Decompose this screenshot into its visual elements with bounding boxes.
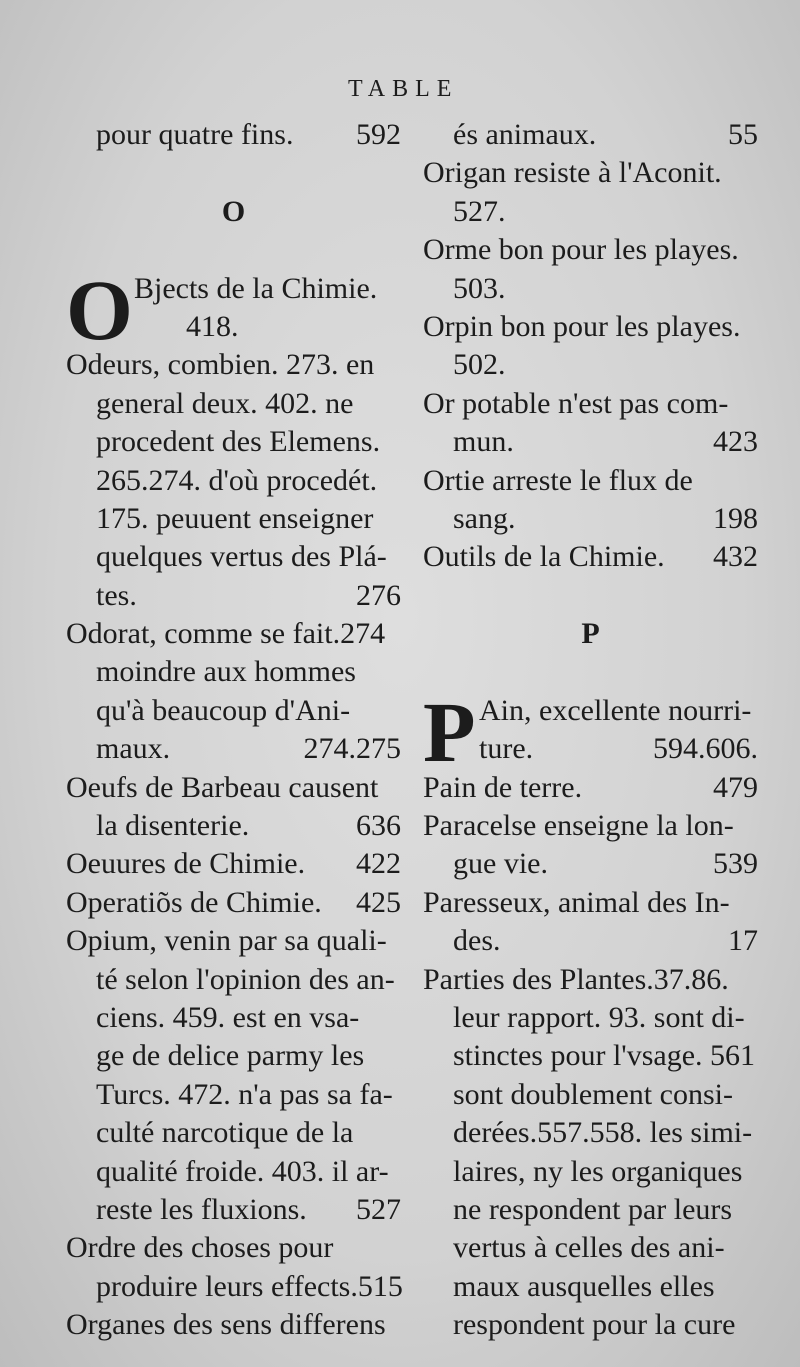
page-ref: 636 [356,809,401,843]
page-ref: 276 [356,578,401,612]
page-ref: 418. [186,309,239,343]
index-entry: Pain de terre. 479 [423,769,758,807]
page-ref: 17 [728,924,758,958]
page-ref: 432 [713,540,758,574]
index-entry: Parties des Plantes.37.86. [423,962,729,996]
page-ref: 479 [713,770,758,804]
page-ref: 594.606. [653,732,758,766]
right-column: és animaux. 55 Origan resiste à l'Aconit. 527. Orme bon pour les playes. 503. Orpin bon pour les playes. 502. Or potable n'est pas com- mun. 423 Ortie arreste le flux de sang. 198 Outils de la Chimie. 432 P P Ain, excellente nourri- ture. 594.606. Pain de terre. 479 Paracelse enseigne la lon- gue vie. 539 Paresseux, animal des In- des. 17 Parties des Plantes.37.86. leur rapport. 93. sont di- stinctes pour l'vsage. 561 sont doublement consi- derées.557.558. les simi- laires, ny les organiques ne respondent par leurs vertus à celles des ani- maux ausquelles elles respondent pour la cure [423,118,758,1342]
index-entry: Or potable n'est pas com- [423,386,729,420]
page-ref: 198 [713,501,758,535]
page-ref: 527 [356,1192,401,1226]
page-ref: 592 [356,118,401,151]
index-entry: Origan resiste à l'Aconit. [423,156,722,190]
index-entry: pour quatre fins. 592 [66,116,401,154]
page-ref: 422 [356,847,401,881]
index-entry: Paracelse enseigne la lon- [423,809,734,843]
index-entry: Orme bon pour les playes. [423,233,739,267]
page-ref: 423 [713,425,758,459]
index-entry: Oeuures de Chimie. 422 [66,845,401,883]
index-entry: P Ain, excellente nourri- ture. 594.606. [423,683,758,780]
index-entry: Operatiõs de Chimie. 425 [66,884,401,922]
page-ref: 55 [728,118,758,151]
page-ref: 425 [356,885,401,919]
index-entry: Outils de la Chimie. 432 [423,538,758,576]
index-entry: Ordre des choses pour [66,1231,334,1265]
index-entry: Oeufs de Barbeau causent [66,770,379,804]
index-entry: Paresseux, animal des In- [423,885,730,919]
left-column: pour quatre fins. 592 O O Bjects de la Chimie. 418. Odeurs, combien. 273. en general deux. 402. ne procedent des Elemens. 265.274. d'où procedét. 175. peuuent enseigner quelques vertus des Plá- tes. 276 Odorat, comme se fait.274 moindre aux hommes qu'à beaucoup d'Ani- maux. 274.275 Oeufs de Barbeau causent la disenterie. 636 Oeuures de Chimie. 422 Operatiõs de Chimie. 425 Opium, venin par sa quali- té selon l'opinion des an- ciens. 459. est en vsa- ge de delice parmy les Turcs. 472. n'a pas sa fa- culté narcotique de la qualité froide. 403. il ar- reste les fluxions. 527 Ordre des choses pour produire leurs effects.515 Organes des sens differens [66,116,401,1345]
index-entry: Ortie arreste le flux de [423,463,693,497]
section-letter-p: P [581,617,600,651]
index-entry: O Bjects de la Chimie. 418. [66,261,378,358]
index-entry: Organes des sens differens [66,1308,386,1342]
drop-cap: O [66,261,133,358]
index-entry: Orpin bon pour les playes. [423,309,741,343]
index-entry: Odeurs, combien. 273. en [66,348,375,382]
section-letter-o: O [221,194,246,228]
drop-cap: P [423,683,476,780]
page-ref: 539 [713,847,758,881]
index-entry: Odorat, comme se fait.274 [66,617,386,651]
running-header: TABLE [348,76,459,102]
index-entry: Opium, venin par sa quali- [66,924,387,958]
page-ref: 274.275 [303,732,401,766]
